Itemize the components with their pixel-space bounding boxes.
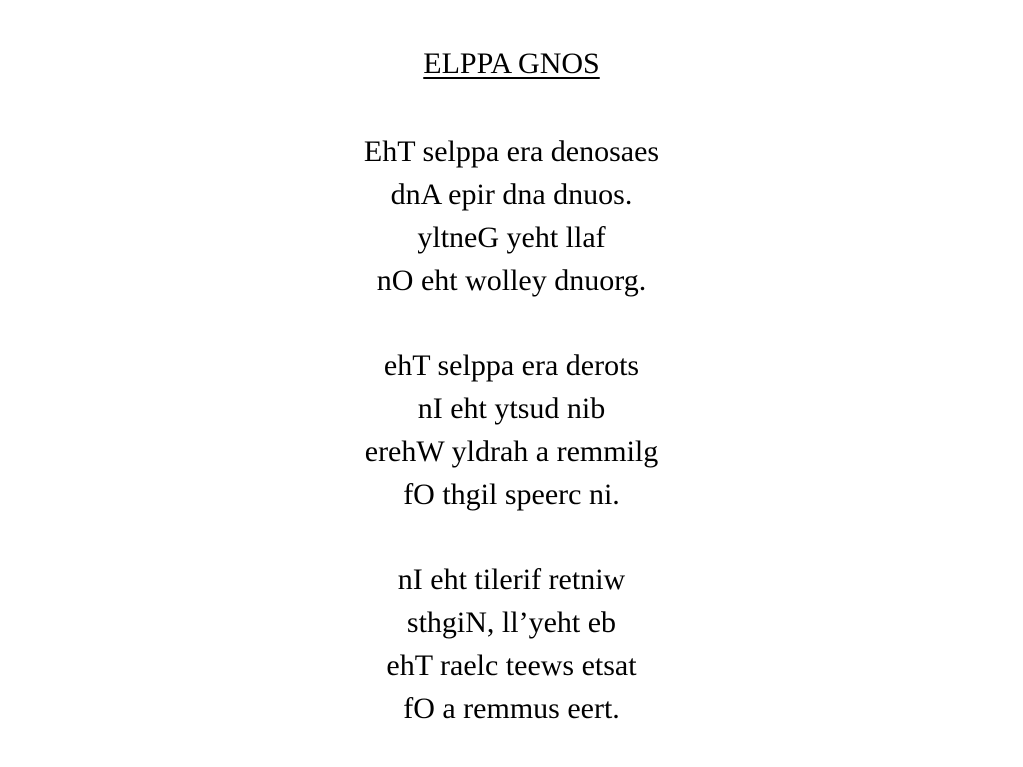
stanza-1-line-4: nO eht wolley dnuorg. [376,264,647,297]
stanza-1-line-2: dnA epir dna dnuos. [390,178,633,211]
stanza-3-line-3: ehT raelc teews etsat [386,649,637,682]
stanza-3-line-2: sthgiN, ll’yeht eb [406,606,617,639]
stanza-1-line-1: EhT selppa era denosaes [363,135,660,168]
stanza-3-line-4: fO a remmus eert. [403,692,620,725]
stanza-2-line-3: erehW yldrah a remmilg [364,435,659,468]
stanza-2-line-2: nI eht ytsud nib [417,392,606,425]
poem-title: ELPPA GNOS [423,47,600,80]
stanza-2 [0,344,1023,516]
stanza-1 [0,130,1023,302]
stanza-2-line-1: ehT selppa era derots [383,349,640,382]
stanza-2-line-4: fO thgil speerc ni. [403,478,620,511]
stanza-1-line-3: yltneG yeht llaf [417,221,606,254]
stanza-3 [0,558,1023,730]
stanza-3-line-1: nI eht tilerif retniw [397,563,626,596]
